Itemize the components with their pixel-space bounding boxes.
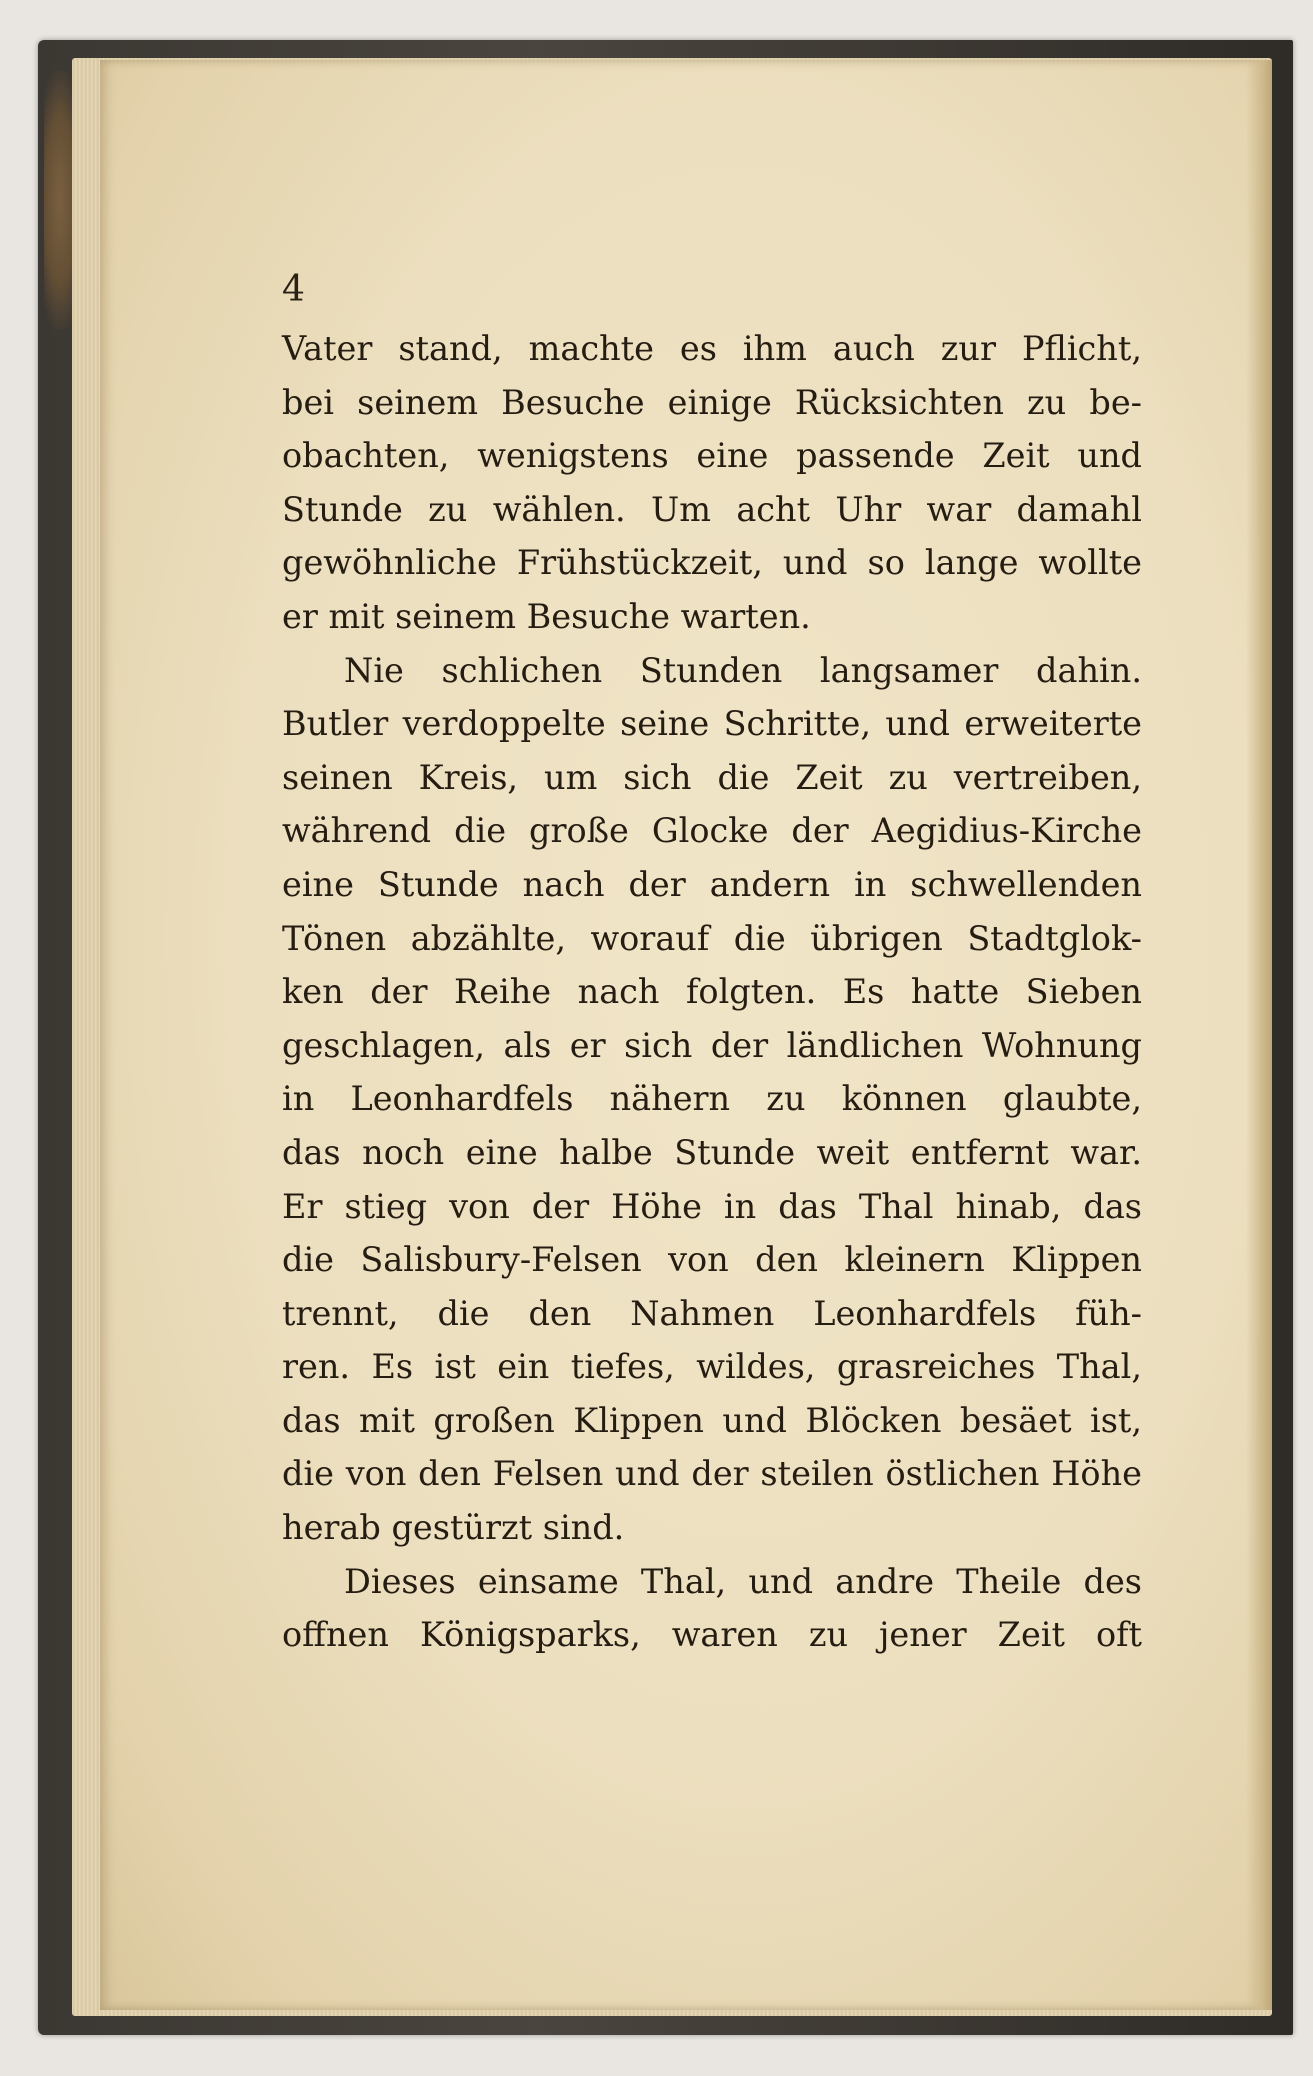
paper-right-edge (1246, 60, 1272, 2010)
text-line: Butler verdoppelte seine Schritte, und erweiterte (282, 704, 1142, 744)
text-line: Stunde zu wählen. Um acht Uhr war damahl (282, 489, 1142, 529)
text-line: ken der Reihe nach folgten. Es hatte Sieben (282, 972, 1142, 1012)
text-line: Er stieg von der Höhe in das Thal hinab, das (282, 1186, 1142, 1226)
text-line: während die große Glocke der Aegidius-Kirche (282, 811, 1142, 851)
text-line: bei seinem Besuche einige Rücksichten zu be- (282, 382, 1142, 422)
text-line: trennt, die den Nahmen Leonhardfels füh- (282, 1293, 1142, 1333)
page-number: 4 (282, 269, 305, 310)
text-line: Tönen abzählte, worauf die übrigen Stadtglok- (282, 918, 1142, 958)
text-line: ren. Es ist ein tiefes, wildes, grasreiches Thal, (282, 1347, 1142, 1387)
text-line: das mit großen Klippen und Blöcken besäet ist, (282, 1400, 1142, 1440)
text-line: das noch eine halbe Stunde weit entfernt war. (282, 1132, 1142, 1172)
text-line: in Leonhardfels nähern zu können glaubte, (282, 1079, 1142, 1119)
text-line: eine Stunde nach der andern in schwellenden (282, 864, 1142, 904)
text-line: Dieses einsame Thal, und andre Theile des (344, 1561, 1142, 1601)
text-line: seinen Kreis, um sich die Zeit zu vertreiben, (282, 757, 1142, 797)
text-line: Vater stand, machte es ihm auch zur Pflicht, (282, 329, 1142, 368)
text-line: obachten, wenigstens eine passende Zeit und (282, 436, 1142, 476)
text-line: herab gestürzt sind. (282, 1508, 625, 1548)
text-line: offnen Königsparks, waren zu jener Zeit oft (282, 1615, 1142, 1655)
text-line: er mit seinem Besuche warten. (282, 596, 811, 636)
text-line: gewöhnliche Frühstückzeit, und so lange wollte (282, 543, 1142, 583)
text-line: geschlagen, als er sich der ländlichen Wohnung (282, 1025, 1142, 1065)
text-line: die von den Felsen und der steilen östlichen Höhe (282, 1454, 1142, 1494)
body-text (282, 322, 1142, 1662)
text-line: Nie schlichen Stunden langsamer dahin. (344, 650, 1142, 690)
text-line: die Salisbury-Felsen von den kleinern Klippen (282, 1240, 1142, 1280)
